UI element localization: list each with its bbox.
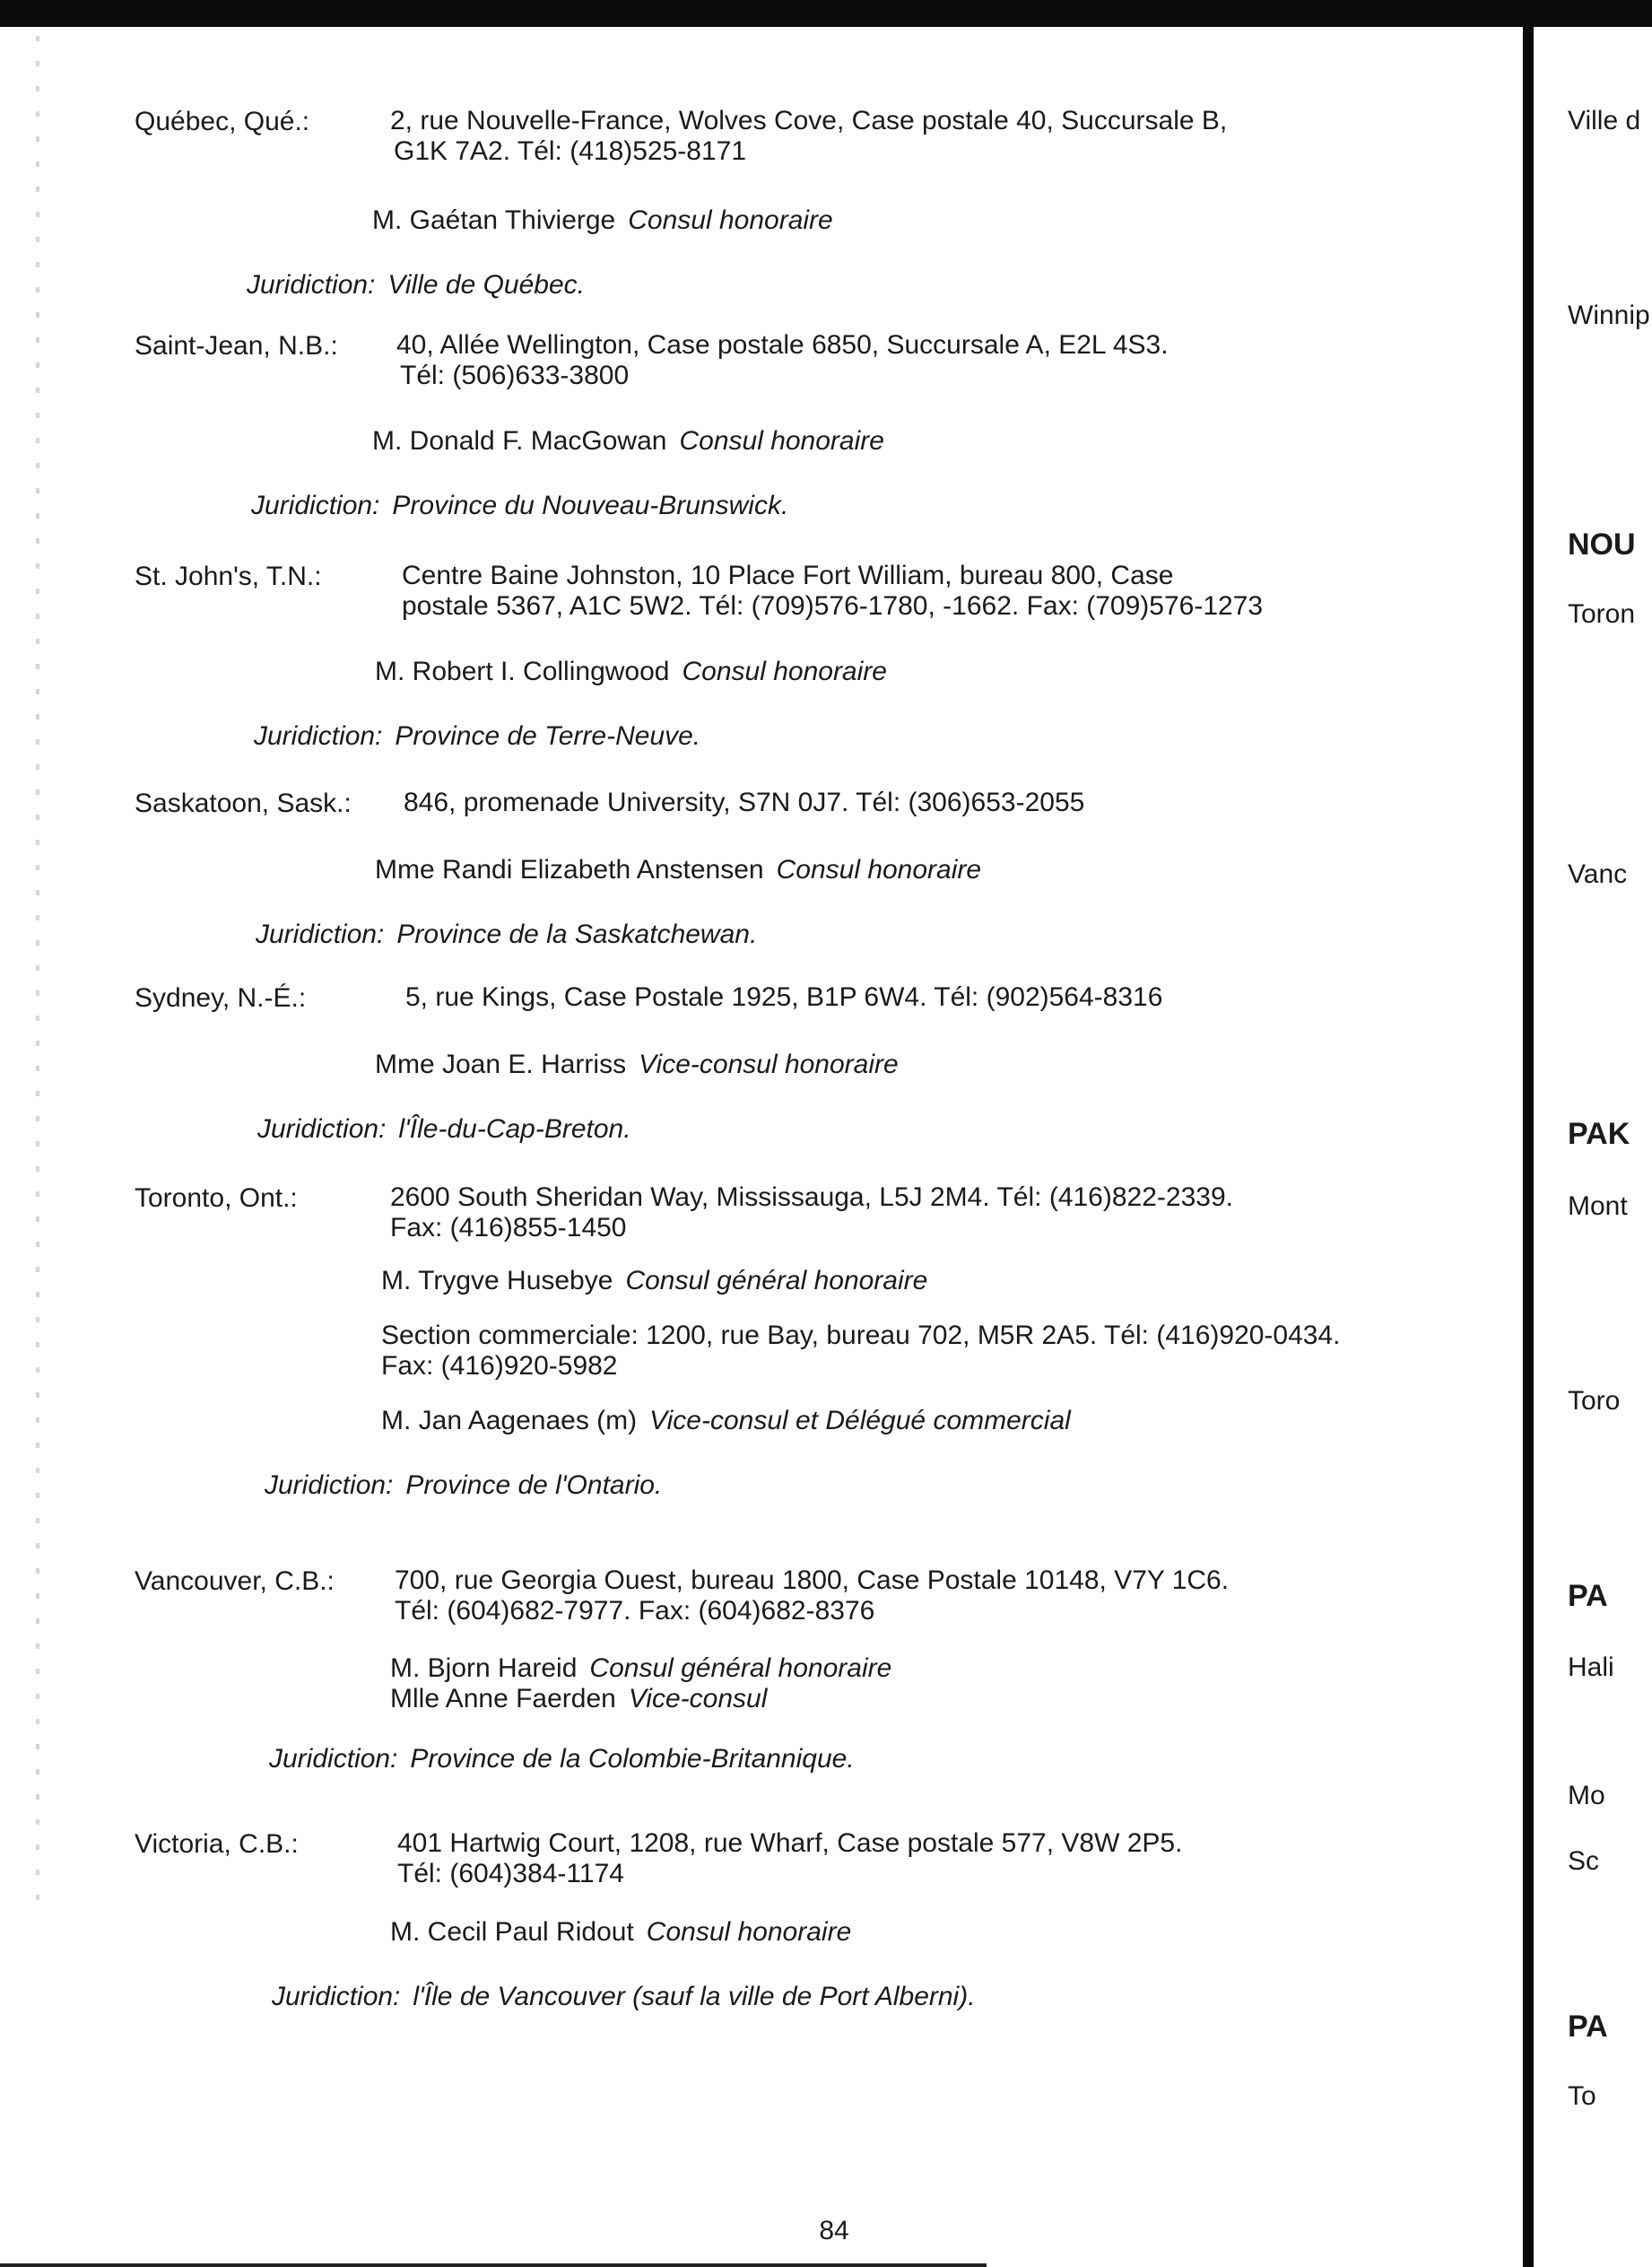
consulate-entry-st-johns (135, 561, 1480, 753)
person-title: Consul honoraire (682, 657, 887, 686)
adjacent-page-fragment: Sc (1568, 1846, 1600, 1876)
address-line: 846, promenade University, S7N 0J7. Tél: (306)653-2055 (404, 788, 1085, 817)
city-label: Québec, Qué.: (135, 107, 310, 136)
jurisdiction-row (135, 1743, 1480, 1775)
address (390, 106, 1227, 167)
person-row (135, 1916, 1480, 1949)
person-name: Mlle Anne Faerden (390, 1684, 616, 1713)
adjacent-page-fragment: To (1568, 2081, 1596, 2111)
address (395, 1565, 1229, 1626)
jurisdiction-row (135, 720, 1480, 753)
jurisdiction-value: Province de Terre-Neuve. (395, 721, 701, 751)
person-title: Vice-consul et Délégué commercial (649, 1406, 1071, 1435)
jurisdiction-label: Juridiction: (251, 491, 380, 520)
city-label: Toronto, Ont.: (135, 1183, 298, 1213)
person-row (135, 425, 1480, 458)
adjacent-page-fragment: Mo (1568, 1781, 1605, 1810)
city-label: Saskatoon, Sask.: (135, 789, 352, 818)
jurisdiction-label: Juridiction: (272, 1982, 401, 2011)
consulate-entry-vancouver (135, 1565, 1480, 1775)
person-row (135, 1405, 1480, 1437)
adjacent-page-fragment: Ville d (1568, 106, 1641, 135)
city-label: Saint-Jean, N.B.: (135, 331, 338, 361)
adjacent-page-fragment: Toro (1568, 1386, 1621, 1416)
consulate-entry-saskatoon (135, 788, 1480, 951)
address-line: 2, rue Nouvelle-France, Wolves Cove, Case postale 40, Succursale B, (390, 106, 1228, 135)
consulate-entry-sydney (135, 982, 1480, 1146)
address-line: 40, Allée Wellington, Case postale 6850, Succursale A, E2L 4S3. (396, 330, 1169, 360)
commercial-section (135, 1321, 1480, 1382)
person-title: Consul général honoraire (625, 1266, 928, 1295)
person-title: Consul honoraire (646, 1917, 852, 1947)
address-line: 2600 South Sheridan Way, Mississauga, L5J 2M4. Tél: (416)822-2339. (390, 1182, 1233, 1212)
jurisdiction-value: l'Île de Vancouver (sauf la ville de Port Alberni). (413, 1982, 976, 2011)
person-name: M. Robert I. Collingwood (375, 657, 670, 686)
adjacent-page-fragment: Toron (1568, 599, 1636, 629)
consulate-entry-quebec (135, 106, 1480, 301)
jurisdiction-label: Juridiction: (269, 1744, 398, 1774)
consulate-entry-victoria (135, 1828, 1480, 2013)
page-gutter-line (1523, 27, 1534, 2267)
city-label: Vancouver, C.B.: (135, 1566, 335, 1596)
consulate-entry-toronto (135, 1182, 1480, 1502)
jurisdiction-row (135, 1113, 1480, 1146)
jurisdiction-row (135, 919, 1480, 951)
person-title: Consul honoraire (628, 205, 833, 235)
adjacent-page-fragment: Vanc (1568, 859, 1628, 889)
jurisdiction-label: Juridiction: (254, 721, 383, 751)
scan-top-border (0, 0, 1652, 27)
address (390, 1182, 1233, 1243)
address-line: 700, rue Georgia Ouest, bureau 1800, Case Postale 10148, V7Y 1C6. (395, 1565, 1230, 1595)
person-name: M. Donald F. MacGowan (372, 426, 667, 456)
adjacent-page-heading: PA (1568, 1579, 1608, 1613)
jurisdiction-value: Province de la Saskatchewan. (396, 920, 758, 949)
person-row (135, 1265, 1480, 1297)
jurisdiction-value: Province du Nouveau-Brunswick. (392, 491, 789, 520)
person-title: Consul honoraire (679, 426, 884, 456)
city-label: Sydney, N.-É.: (135, 983, 307, 1013)
address (396, 330, 1169, 391)
address (397, 1828, 1182, 1889)
person-name: M. Trygve Husebye (381, 1266, 613, 1295)
address (402, 561, 1263, 622)
consulate-entry-saint-jean (135, 330, 1480, 522)
adjacent-page-fragment: Mont (1568, 1191, 1628, 1221)
jurisdiction-label: Juridiction: (265, 1470, 394, 1500)
person-name: Mme Joan E. Harriss (375, 1050, 627, 1079)
person-row (135, 1049, 1480, 1081)
jurisdiction-value: Ville de Québec. (387, 270, 586, 300)
person-name: M. Gaétan Thivierge (372, 205, 616, 235)
person-name: Mme Randi Elizabeth Anstensen (375, 855, 764, 885)
person-name: M. Bjorn Hareid (390, 1653, 578, 1683)
adjacent-page-fragment: Winnip (1568, 301, 1650, 330)
person-title: Consul général honoraire (589, 1653, 892, 1683)
person-name: M. Cecil Paul Ridout (390, 1917, 634, 1947)
address-line: Fax: (416)855-1450 (390, 1213, 627, 1242)
address-line: 401 Hartwig Court, 1208, rue Wharf, Case postale 577, V8W 2P5. (397, 1828, 1183, 1858)
address-line: postale 5367, A1C 5W2. Tél: (709)576-1780, -1662. Fax: (709)576-1273 (402, 591, 1264, 621)
address-line: Tél: (604)384-1174 (397, 1859, 624, 1888)
person-row (135, 656, 1480, 688)
person-title: Vice-consul (628, 1684, 768, 1713)
address-line: Centre Baine Johnston, 10 Place Fort William, bureau 800, Case (402, 561, 1174, 590)
jurisdiction-value: l'Île-du-Cap-Breton. (398, 1114, 631, 1144)
person-row (135, 854, 1480, 886)
adjacent-page-heading: NOU (1568, 528, 1636, 562)
jurisdiction-row (135, 1469, 1480, 1502)
person-title: Consul honoraire (776, 855, 982, 885)
person-name: M. Jan Aagenaes (m) (381, 1406, 638, 1435)
person-row (135, 1684, 1480, 1714)
section-line: Fax: (416)920-5982 (381, 1351, 618, 1381)
adjacent-page-heading: PA (1568, 2010, 1608, 2044)
address (405, 982, 1162, 1013)
address-line: Tél: (604)682-7977. Fax: (604)682-8376 (395, 1596, 875, 1626)
city-label: Victoria, C.B.: (135, 1829, 299, 1859)
jurisdiction-label: Juridiction: (247, 270, 376, 300)
binding-marks (36, 36, 39, 1920)
address-line: G1K 7A2. Tél: (418)525-8171 (394, 136, 747, 166)
person-row (135, 1653, 1480, 1684)
section-line: Section commerciale: 1200, rue Bay, bureau 702, M5R 2A5. Tél: (416)920-0434. (381, 1321, 1341, 1350)
page-number: 84 (819, 2216, 849, 2245)
address (404, 788, 1084, 818)
jurisdiction-label: Juridiction: (257, 1114, 387, 1144)
jurisdiction-row (135, 490, 1480, 522)
person-title: Vice-consul honoraire (639, 1050, 899, 1079)
city-label: St. John's, T.N.: (135, 562, 322, 591)
address-line: 5, rue Kings, Case Postale 1925, B1P 6W4. Tél: (902)564-8316 (405, 982, 1163, 1012)
adjacent-page-heading: PAK (1568, 1117, 1630, 1151)
scan-bottom-border (0, 2263, 987, 2267)
jurisdiction-label: Juridiction: (256, 920, 385, 949)
jurisdiction-row (135, 269, 1480, 301)
jurisdiction-value: Province de la Colombie-Britannique. (410, 1744, 855, 1774)
jurisdiction-row (135, 1981, 1480, 2013)
adjacent-page-fragment: Hali (1568, 1652, 1614, 1682)
person-row (135, 205, 1480, 237)
jurisdiction-value: Province de l'Ontario. (405, 1470, 663, 1500)
address-line: Tél: (506)633-3800 (400, 361, 630, 390)
